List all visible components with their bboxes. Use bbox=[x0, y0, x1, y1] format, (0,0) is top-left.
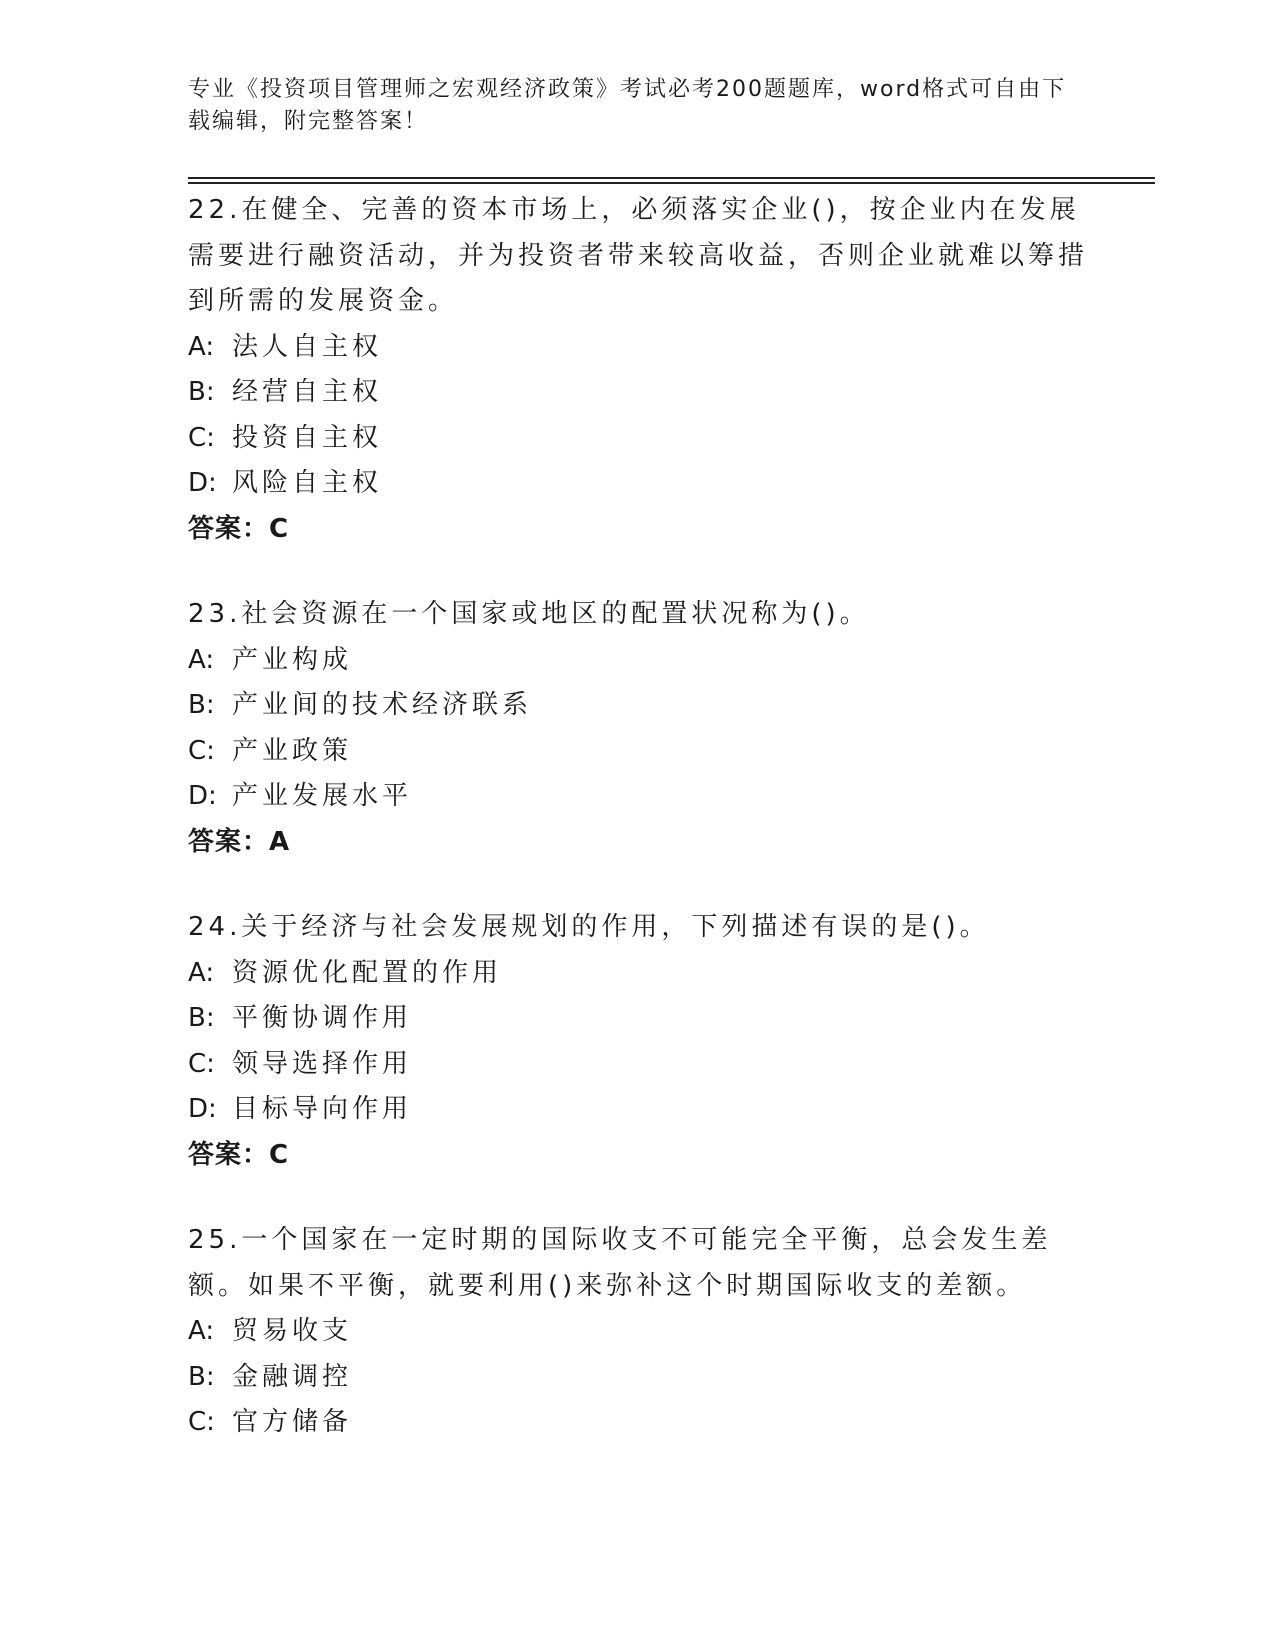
option-text: 目标导向作用 bbox=[232, 1094, 413, 1124]
question-24 bbox=[188, 905, 1088, 1178]
document-header: 专业《投资项目管理师之宏观经济政策》考试必考200题题库，word格式可自由下载编辑，附完整答案！ bbox=[188, 77, 1067, 134]
question-25 bbox=[188, 1218, 1088, 1446]
option-d bbox=[188, 1087, 1088, 1133]
option-letter: A: bbox=[188, 957, 215, 988]
option-letter: D: bbox=[188, 1094, 217, 1124]
question-stem: 22.在健全、完善的资本市场上，必须落实企业()，按企业内在发展需要进行融资活动，并为投资者带来较高收益，否则企业就难以筹措到所需的发展资金。 bbox=[188, 195, 1089, 316]
option-text: 领导选择作用 bbox=[232, 1048, 413, 1079]
question-22 bbox=[188, 188, 1088, 552]
option-text: 贸易收支 bbox=[232, 1316, 353, 1346]
option-letter: C: bbox=[188, 422, 215, 453]
option-c bbox=[188, 1400, 1088, 1446]
option-d bbox=[188, 774, 1088, 820]
option-letter: A: bbox=[188, 1316, 215, 1346]
option-text: 官方储备 bbox=[232, 1407, 353, 1437]
option-text: 经营自主权 bbox=[232, 377, 383, 407]
question-stem: 25.一个国家在一定时期的国际收支不可能完全平衡，总会发生差额。如果不平衡，就要利用()来弥补这个时期国际收支的差额。 bbox=[188, 1225, 1052, 1301]
header-divider-top bbox=[188, 177, 1155, 179]
option-text: 产业间的技术经济联系 bbox=[232, 690, 533, 720]
answer-line: 答案：A bbox=[188, 826, 291, 857]
option-b bbox=[188, 1355, 1088, 1401]
option-letter: A: bbox=[188, 331, 215, 362]
option-a bbox=[188, 951, 1088, 997]
option-c bbox=[188, 416, 1088, 462]
option-letter: D: bbox=[188, 781, 217, 811]
question-list bbox=[188, 188, 1088, 1486]
option-text: 金融调控 bbox=[232, 1361, 353, 1392]
option-a bbox=[188, 638, 1088, 684]
option-a bbox=[188, 1309, 1088, 1355]
option-letter: B: bbox=[188, 377, 215, 407]
option-letter: C: bbox=[188, 1048, 215, 1079]
option-letter: C: bbox=[188, 1407, 215, 1437]
option-b bbox=[188, 683, 1088, 729]
question-stem: 24.关于经济与社会发展规划的作用，下列描述有误的是()。 bbox=[188, 912, 990, 942]
option-letter: B: bbox=[188, 1003, 215, 1033]
option-letter: C: bbox=[188, 735, 215, 766]
option-text: 法人自主权 bbox=[232, 331, 383, 362]
option-b bbox=[188, 996, 1088, 1042]
option-c bbox=[188, 729, 1088, 775]
option-a bbox=[188, 325, 1088, 371]
answer-line: 答案：C bbox=[188, 513, 290, 544]
option-text: 产业发展水平 bbox=[232, 781, 413, 811]
option-letter: B: bbox=[188, 690, 215, 720]
option-text: 投资自主权 bbox=[232, 422, 383, 453]
option-letter: D: bbox=[188, 468, 217, 498]
option-text: 平衡协调作用 bbox=[232, 1003, 413, 1033]
option-text: 产业政策 bbox=[232, 735, 353, 766]
option-b bbox=[188, 370, 1088, 416]
option-text: 产业构成 bbox=[232, 644, 353, 675]
question-stem: 23.社会资源在一个国家或地区的配置状况称为()。 bbox=[188, 599, 870, 629]
header-divider-bottom bbox=[188, 182, 1155, 184]
option-text: 资源优化配置的作用 bbox=[232, 957, 503, 988]
option-c bbox=[188, 1042, 1088, 1088]
option-text: 风险自主权 bbox=[232, 468, 383, 498]
option-d bbox=[188, 461, 1088, 507]
answer-line: 答案：C bbox=[188, 1139, 290, 1170]
option-letter: A: bbox=[188, 644, 215, 675]
option-letter: B: bbox=[188, 1361, 215, 1392]
question-23 bbox=[188, 592, 1088, 865]
